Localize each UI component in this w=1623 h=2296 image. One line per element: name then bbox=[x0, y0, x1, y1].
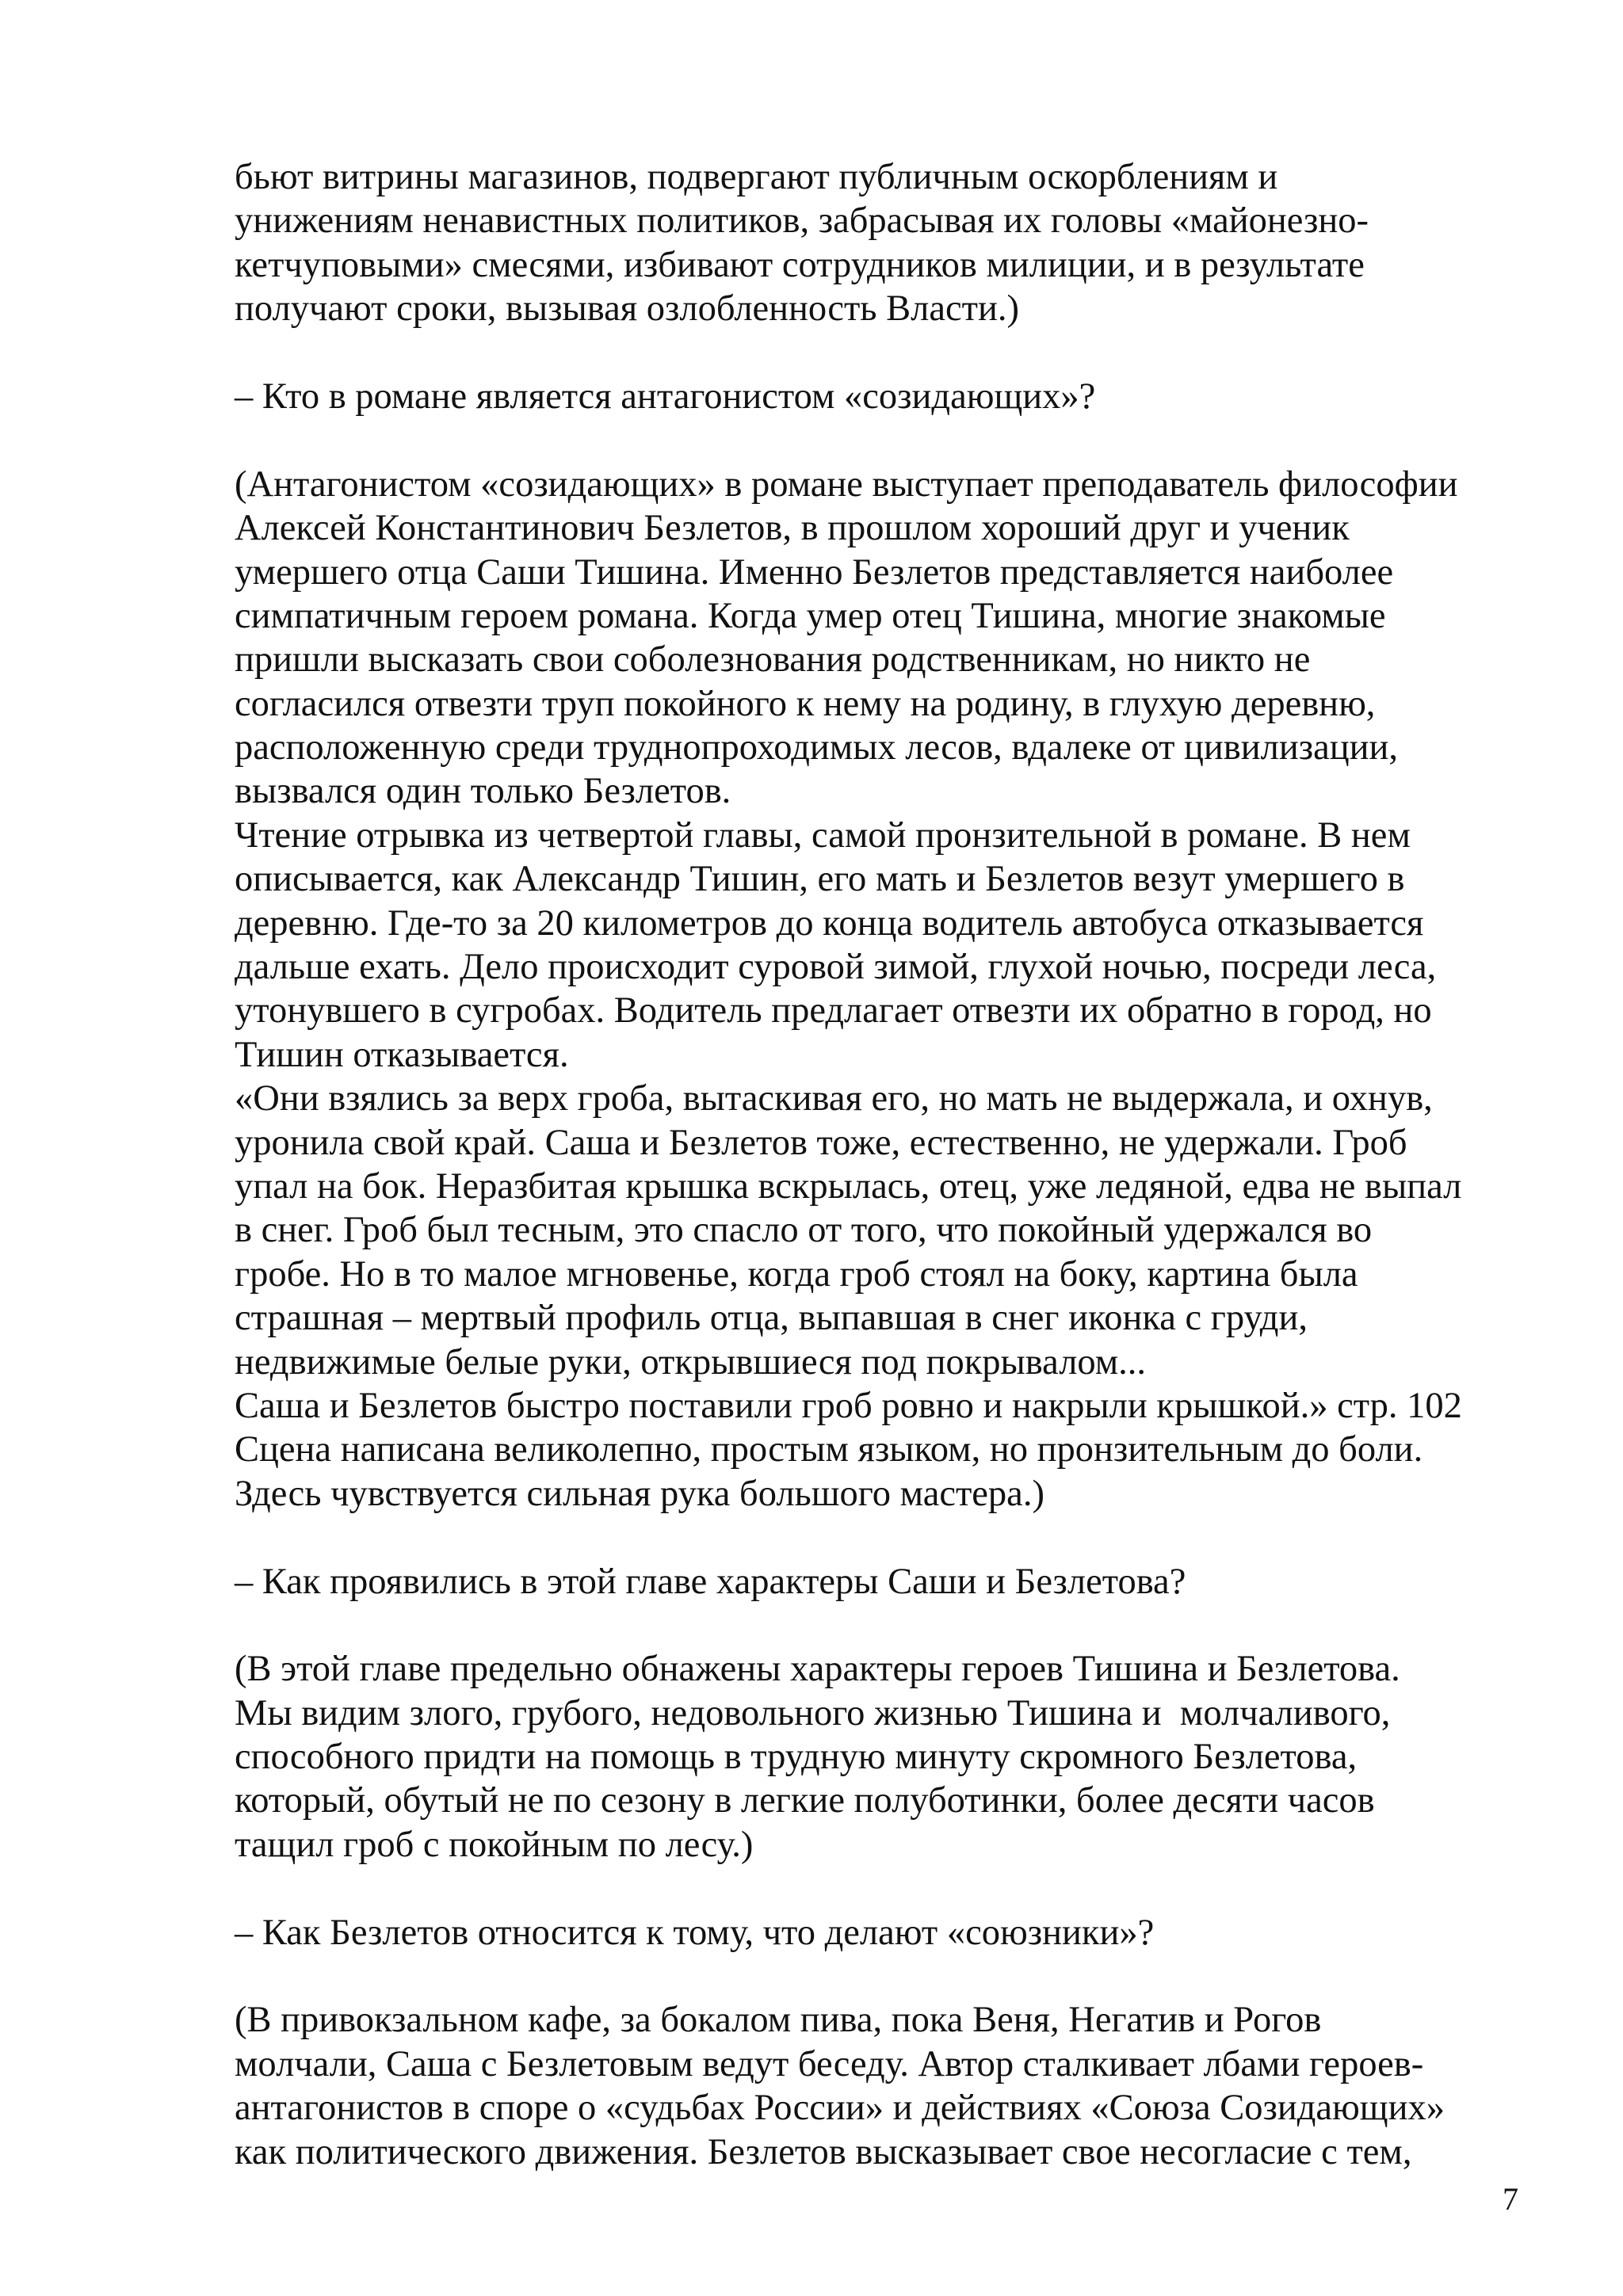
text-line: страшная – мертвый профиль отца, выпавшая в снег иконка с груди, bbox=[235, 1298, 1308, 1339]
paragraph-spacer bbox=[235, 1955, 1518, 1998]
question-paragraph bbox=[235, 375, 1518, 418]
text-line: молчали, Саша с Безлетовым ведут беседу. Автор сталкивает лбами героев- bbox=[235, 2043, 1424, 2084]
text-line: «Они взялись за верх гроба, вытаскивая его, но мать не выдержала, и охнув, bbox=[235, 1078, 1433, 1119]
paragraph-spacer bbox=[235, 418, 1518, 462]
text-line: умершего отца Саши Тишина. Именно Безлетов представляется наиболее bbox=[235, 551, 1394, 593]
text-line: в снег. Гроб был тесным, это спасло от того, что покойный удержался во bbox=[235, 1210, 1373, 1251]
text-line: Тишин отказывается. bbox=[235, 1034, 569, 1075]
text-paragraph bbox=[235, 463, 1518, 1516]
text-line: антагонистов в споре о «судьбах России» и действиях «Союза Созидающих» bbox=[235, 2088, 1445, 2129]
text-line: Сцена написана великолепно, простым языком, но пронзительным до боли. bbox=[235, 1429, 1423, 1470]
text-line: Мы видим злого, грубого, недовольного жизнью Тишина и молчаливого, bbox=[235, 1692, 1391, 1733]
text-line: недвижимые белые руки, открывшиеся под покрывалом... bbox=[235, 1341, 1147, 1383]
text-line: – Как проявились в этой главе характеры Саши и Безлетова? bbox=[235, 1561, 1186, 1602]
paragraph-spacer bbox=[235, 1516, 1518, 1559]
text-line: Чтение отрывка из четвертой главы, самой пронзительной в романе. В нем bbox=[235, 814, 1411, 856]
paragraph-spacer bbox=[235, 1604, 1518, 1647]
text-line: расположенную среди труднопроходимых лесов, вдалеке от цивилизации, bbox=[235, 727, 1399, 769]
text-line: как политического движения. Безлетов высказывает свое несогласие с тем, bbox=[235, 2131, 1412, 2172]
text-line: (В этой главе предельно обнажены характеры героев Тишина и Безлетова. bbox=[235, 1649, 1400, 1690]
text-paragraph bbox=[235, 1647, 1518, 1867]
text-line: тащил гроб с покойным по лесу.) bbox=[235, 1824, 754, 1865]
text-line: согласился отвезти труп покойного к нему на родину, в глухую деревню, bbox=[235, 683, 1376, 724]
question-paragraph bbox=[235, 1911, 1518, 1955]
text-line: кетчуповыми» смесями, избивают сотрудников милиции, и в результате bbox=[235, 244, 1365, 285]
text-line: бьют витрины магазинов, подвергают публичным оскорблениям и bbox=[235, 157, 1278, 197]
text-paragraph bbox=[235, 155, 1518, 331]
text-line: способного придти на помощь в трудную минуту скромного Безлетова, bbox=[235, 1737, 1358, 1778]
text-line: – Кто в романе является антагонистом «созидающих»? bbox=[235, 376, 1096, 417]
text-line: деревню. Где-то за 20 километров до конца водитель автобуса отказывается bbox=[235, 902, 1424, 944]
text-line: который, обутый не по сезону в легкие полуботинки, более десяти часов bbox=[235, 1780, 1375, 1821]
text-line: утонувшего в сугробах. Водитель предлагает отвезти их обратно в город, но bbox=[235, 990, 1432, 1032]
text-line: упал на бок. Неразбитая крышка вскрылась, отец, уже ледяной, едва не выпал bbox=[235, 1165, 1462, 1207]
question-paragraph bbox=[235, 1560, 1518, 1604]
paragraph-spacer bbox=[235, 331, 1518, 375]
text-line: гробе. Но в то малое мгновенье, когда гроб стоял на боку, картина была bbox=[235, 1253, 1358, 1295]
text-paragraph bbox=[235, 1998, 1518, 2174]
text-line: получают сроки, вызывая озлобленность Власти.) bbox=[235, 288, 1019, 330]
text-line: Саша и Безлетов быстро поставили гроб ровно и накрыли крышкой.» стр. 102 bbox=[235, 1385, 1462, 1426]
text-line: – Как Безлетов относится к тому, что делают «союзники»? bbox=[235, 1912, 1155, 1953]
text-line: (Антагонистом «созидающих» в романе выступает преподаватель философии bbox=[235, 463, 1458, 505]
text-line: Алексей Константинович Безлетов, в прошлом хороший друг и ученик bbox=[235, 508, 1350, 549]
text-line: уронила свой край. Саша и Безлетов тоже, естественно, не удержали. Гроб bbox=[235, 1122, 1407, 1163]
text-line: симпатичным героем романа. Когда умер отец Тишина, многие знакомые bbox=[235, 595, 1386, 636]
page-number: 7 bbox=[1503, 2181, 1518, 2217]
text-line: пришли высказать свои соболезнования родственникам, но никто не bbox=[235, 639, 1311, 681]
text-line: описывается, как Александр Тишин, его мать и Безлетов везут умершего в bbox=[235, 859, 1405, 900]
paragraph-spacer bbox=[235, 1867, 1518, 1910]
document-body bbox=[235, 155, 1518, 2174]
text-line: (В привокзальном кафе, за бокалом пива, пока Веня, Негатив и Рогов bbox=[235, 2000, 1322, 2041]
text-line: дальше ехать. Дело происходит суровой зимой, глухой ночью, посреди леса, bbox=[235, 947, 1437, 988]
text-line: Здесь чувствуется сильная рука большого мастера.) bbox=[235, 1473, 1044, 1514]
text-line: вызвался один только Безлетов. bbox=[235, 771, 731, 812]
text-line: унижениям ненавистных политиков, забрасывая их головы «майонезно- bbox=[235, 200, 1369, 242]
